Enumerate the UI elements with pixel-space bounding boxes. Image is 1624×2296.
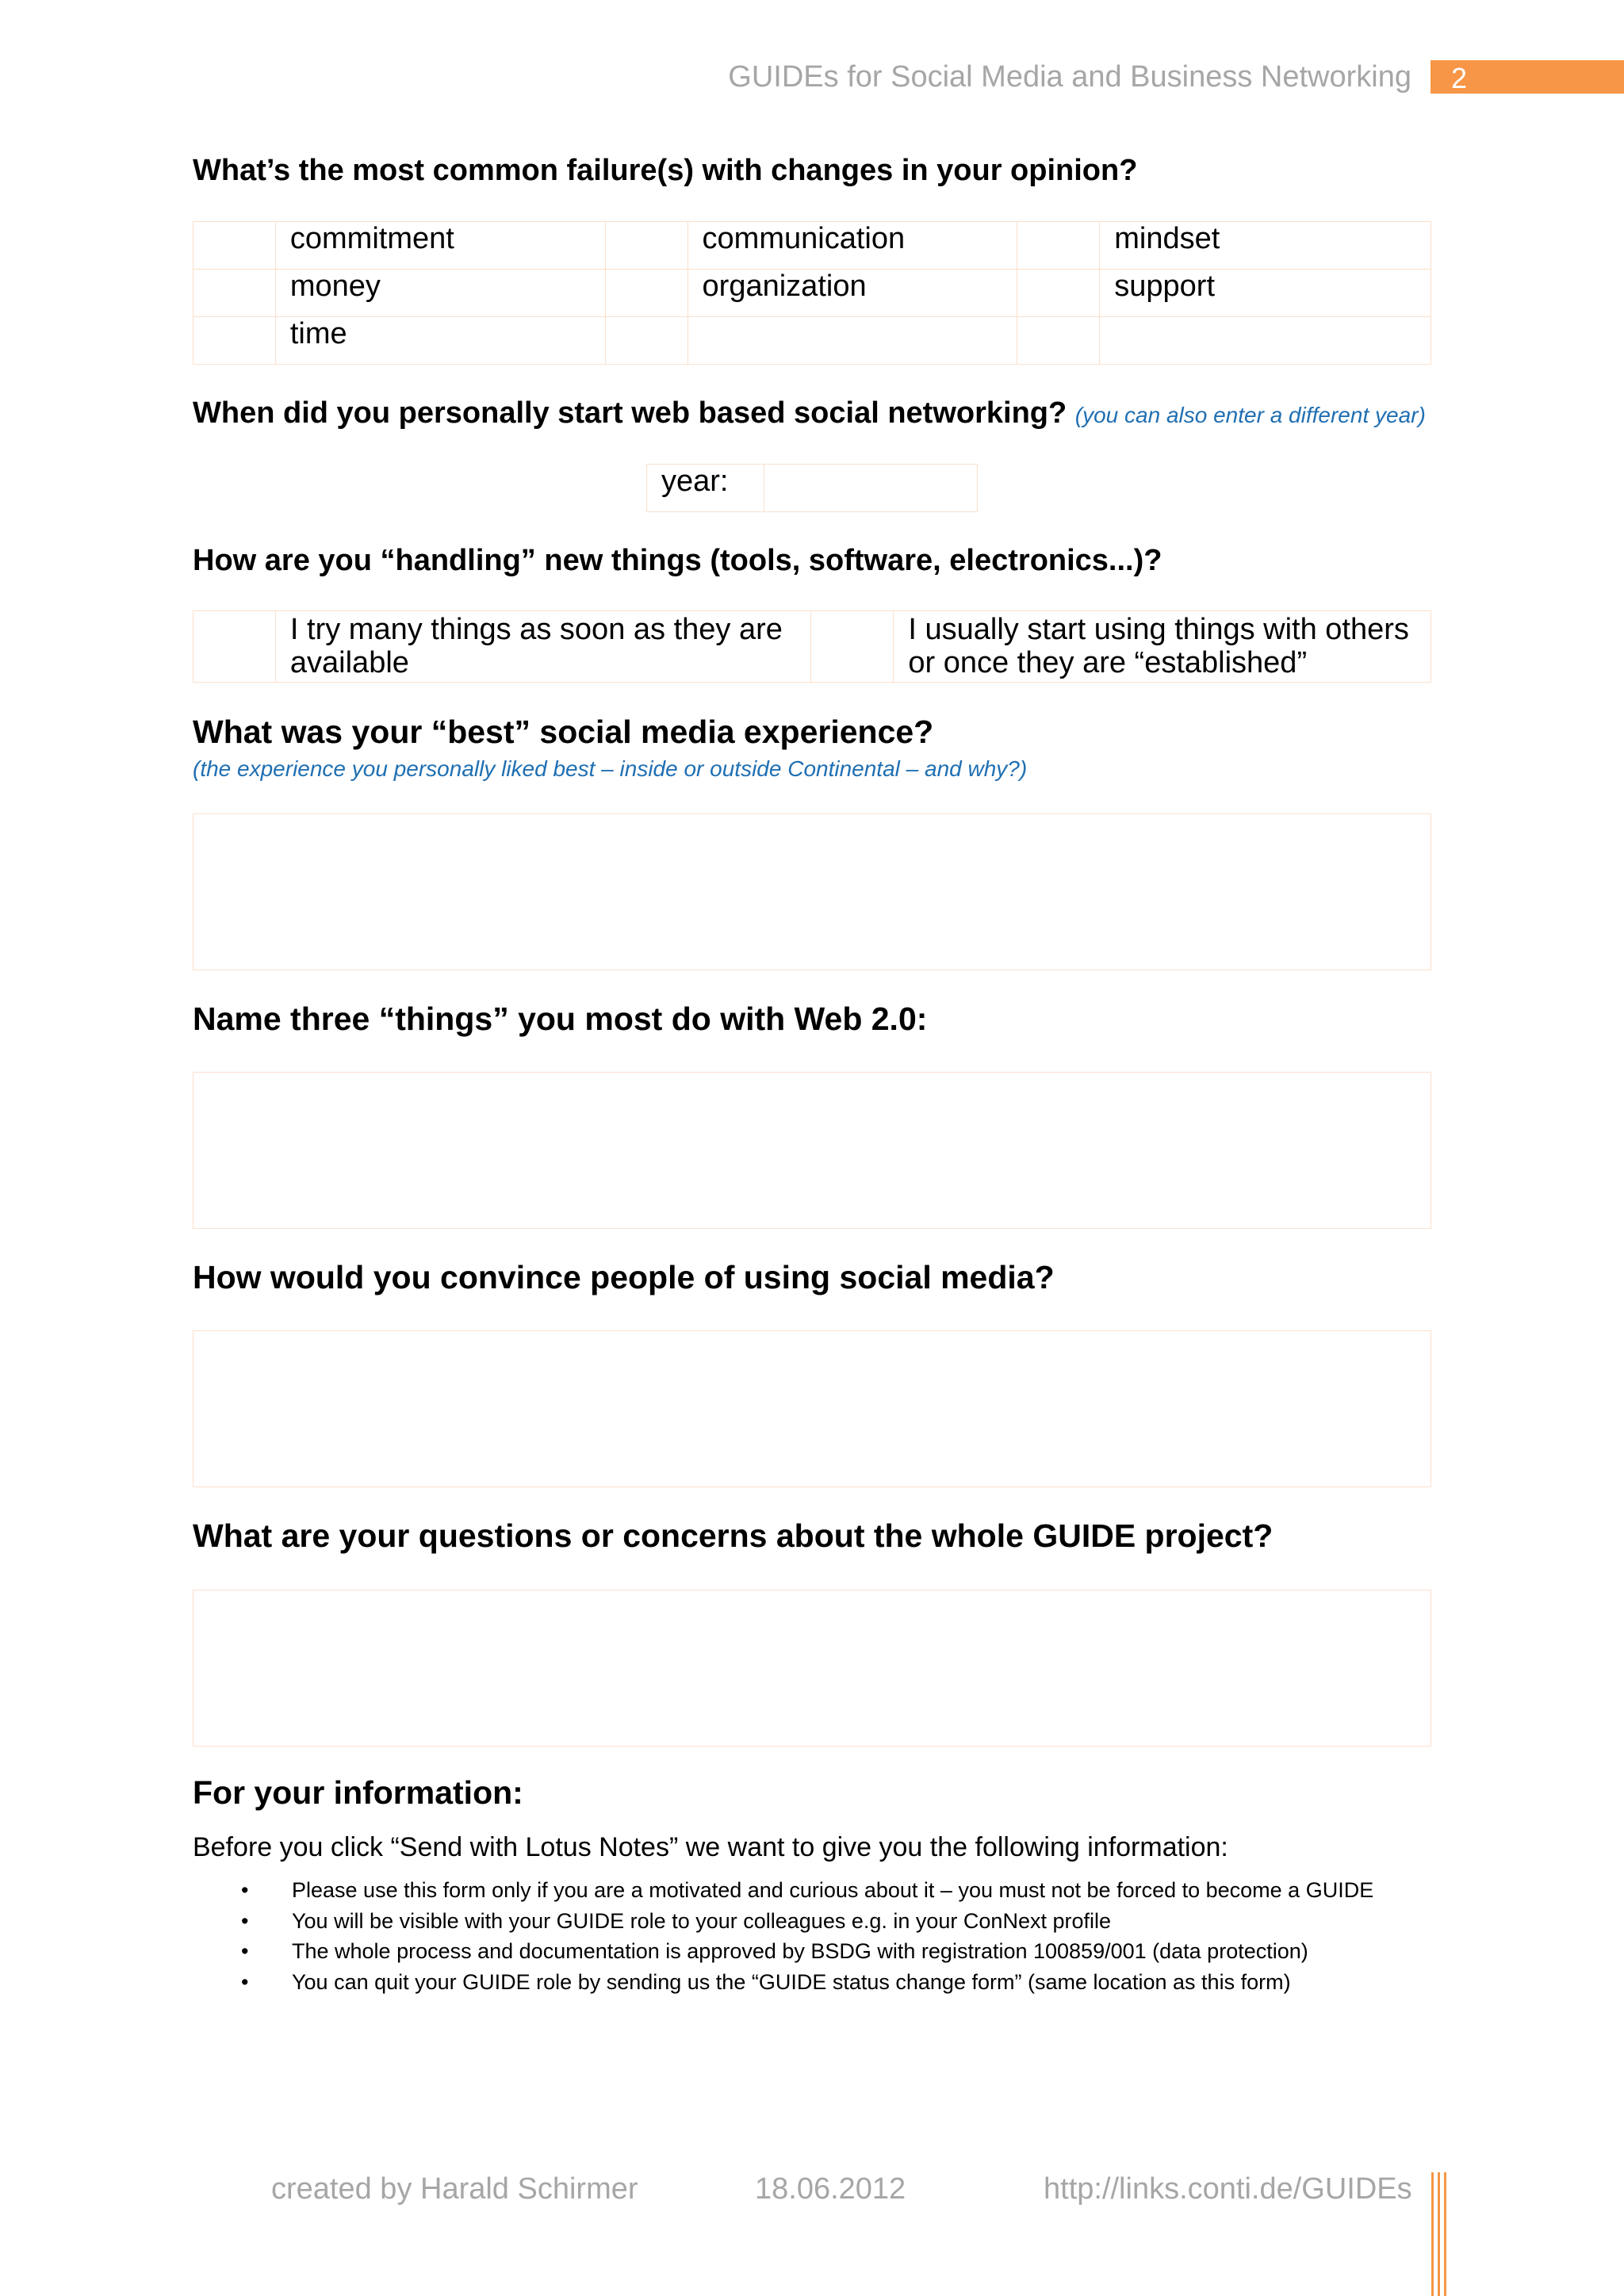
concerns-textarea[interactable] <box>193 1590 1431 1747</box>
page-number-bar <box>1431 60 1624 94</box>
question-hint: (the experience you personally liked best – inside or outside Continental – and why?) <box>193 756 1028 781</box>
page-number: 2 <box>1451 62 1468 94</box>
question-handling-new-things: How are you “handling” new things (tools, software, electronics...)? <box>193 544 1162 577</box>
footer-rule <box>1444 2172 1446 2296</box>
bullet-icon: • <box>241 1908 249 1933</box>
list-item <box>241 1906 1478 1937</box>
list-item <box>241 1875 1478 1906</box>
checkbox-money[interactable] <box>193 270 276 317</box>
checkbox-support[interactable] <box>1017 270 1100 317</box>
failures-options-table <box>193 221 1431 365</box>
info-list <box>241 1875 1478 1997</box>
question-best-experience: What was your “best” social media experience? <box>193 714 934 750</box>
list-item-text: You will be visible with your GUIDE role to your colleagues e.g. in your ConNext profile <box>292 1908 1112 1933</box>
list-item-text: Please use this form only if you are a motivated and curious about it – you must not be forced to become a GUIDE <box>292 1878 1374 1902</box>
checkbox-early-adopter[interactable] <box>193 611 276 683</box>
checkbox-empty <box>1017 317 1100 365</box>
year-label: year: <box>647 465 764 512</box>
bullet-icon: • <box>241 1878 249 1902</box>
option-label: mindset <box>1100 222 1431 270</box>
list-item-text: You can quit your GUIDE role by sending us the “GUIDE status change form” (same location as this form) <box>292 1969 1291 1994</box>
checkbox-empty <box>605 317 688 365</box>
option-label: time <box>275 317 605 365</box>
option-label: I usually start using things with others or once they are “established” <box>894 611 1431 683</box>
footer-rule <box>1431 2172 1434 2296</box>
list-item <box>241 1936 1478 1967</box>
footer-author: created by Harald Schirmer <box>271 2172 638 2206</box>
info-intro: Before you click “Send with Lotus Notes” we want to give you the following information: <box>193 1832 1228 1862</box>
checkbox-mindset[interactable] <box>1017 222 1100 270</box>
question-start-networking <box>193 396 1541 430</box>
convince-people-textarea[interactable] <box>193 1330 1431 1487</box>
option-label: support <box>1100 270 1431 317</box>
option-label <box>1100 317 1431 365</box>
option-label: money <box>275 270 605 317</box>
list-item-text: The whole process and documentation is approved by BSDG with registration 100859/001 (data protection) <box>292 1939 1308 1963</box>
question-common-failures: What’s the most common failure(s) with changes in your opinion? <box>193 154 1138 187</box>
footer-date: 18.06.2012 <box>755 2172 906 2206</box>
bullet-icon: • <box>241 1939 249 1963</box>
checkbox-communication[interactable] <box>605 222 688 270</box>
question-concerns: What are your questions or concerns about the whole GUIDE project? <box>193 1517 1274 1554</box>
option-label: I try many things as soon as they are available <box>275 611 811 683</box>
best-experience-textarea[interactable] <box>193 813 1431 970</box>
checkbox-organization[interactable] <box>605 270 688 317</box>
header-title: GUIDEs for Social Media and Business Networking <box>728 60 1411 94</box>
question-text: When did you personally start web based social networking? <box>193 396 1067 430</box>
footer-rule <box>1438 2172 1440 2296</box>
option-label <box>688 317 1017 365</box>
option-label: communication <box>688 222 1017 270</box>
question-hint: (you can also enter a different year) <box>1074 403 1426 427</box>
question-convince-people: How would you convince people of using social media? <box>193 1259 1055 1295</box>
option-label: organization <box>688 270 1017 317</box>
checkbox-commitment[interactable] <box>193 222 276 270</box>
list-item <box>241 1967 1478 1998</box>
checkbox-late-adopter[interactable] <box>811 611 894 683</box>
bullet-icon: • <box>241 1969 249 1994</box>
year-input[interactable] <box>764 465 977 512</box>
option-label: commitment <box>275 222 605 270</box>
footer-link[interactable]: http://links.conti.de/GUIDEs <box>1044 2172 1412 2206</box>
handling-options-table <box>193 610 1431 683</box>
checkbox-time[interactable] <box>193 317 276 365</box>
year-table <box>646 464 978 512</box>
web20-things-textarea[interactable] <box>193 1072 1431 1229</box>
question-web20-things: Name three “things” you most do with Web 2.0: <box>193 1001 928 1037</box>
info-title: For your information: <box>193 1774 523 1811</box>
